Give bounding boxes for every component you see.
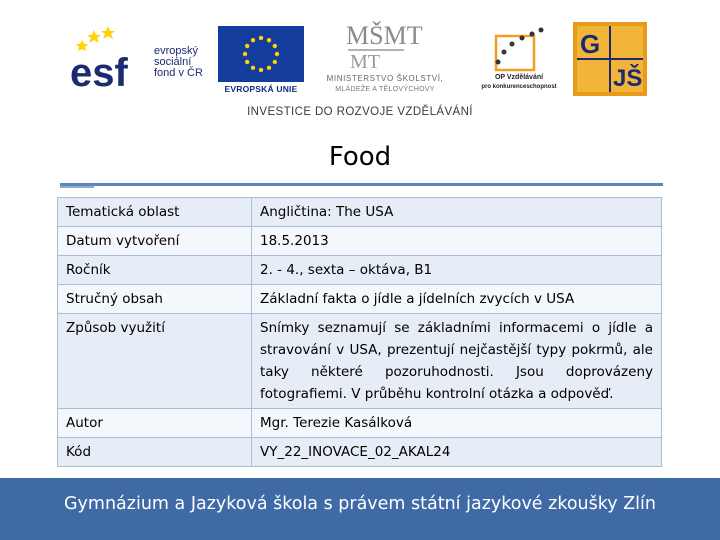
page-title: Food: [328, 142, 392, 172]
msmt-title: MINISTERSTVO ŠKOLSTVÍ,: [326, 74, 444, 83]
op-mark-icon: [486, 22, 546, 74]
esf-stars-icon: [76, 26, 115, 51]
table-value: 2. - 4., sexta – oktáva, B1: [252, 256, 662, 285]
svg-text:esf: esf: [70, 51, 128, 95]
table-row: [58, 409, 662, 438]
op-logo: [476, 22, 562, 98]
esf-line-1: evropský: [154, 45, 199, 57]
table-key: Stručný obsah: [58, 285, 252, 314]
investice-banner: INVESTICE DO ROZVOJE VZDĚLÁVÁNÍ: [247, 106, 473, 118]
table-value: Základní fakta o jídle a jídelních zvycích v USA: [252, 285, 662, 314]
footer-text: Gymnázium a Jazyková škola s právem státní jazykové zkoušky Zlín: [64, 494, 656, 514]
msmt-mark-icon: [344, 20, 423, 73]
table-value: Mgr. Terezie Kasálková: [252, 409, 662, 438]
title-divider: [60, 183, 663, 186]
table-row: [58, 285, 662, 314]
svg-text:G: G: [580, 29, 601, 59]
table-row: [58, 256, 662, 285]
table-value: 18.5.2013: [252, 227, 662, 256]
table-value: Angličtina: The USA: [252, 198, 662, 227]
table-key: Tematická oblast: [58, 198, 252, 227]
eu-label: EVROPSKÁ UNIE: [224, 84, 298, 94]
esf-text: [154, 46, 203, 79]
eu-logo: [218, 26, 304, 96]
table-value: Snímky seznamují se základními informacemi o jídle a stravování v USA, prezentují nejčastější typy pokrmů, ale taky některé pozoruhodnosti. Jsou doprovázeny fotografiemi. V průběhu kontrolní otázka a odpověď.: [252, 314, 662, 409]
svg-text:MT: MT: [350, 51, 380, 73]
op-subtitle: pro konkurenceschopnost: [481, 84, 557, 90]
table-key: Ročník: [58, 256, 252, 285]
table-row: [58, 438, 662, 467]
table-row: [58, 314, 662, 409]
op-title: OP Vzdělávání: [494, 74, 544, 81]
table-row: [58, 227, 662, 256]
gjs-mark-icon: [573, 22, 647, 96]
gjs-logo: [573, 22, 647, 96]
esf-mark-icon: [68, 22, 148, 94]
esf-line-2: sociální: [154, 56, 192, 68]
msmt-logo: [310, 20, 460, 100]
title-divider-accent: [60, 186, 94, 188]
msmt-mark-text: MŠMT: [346, 21, 423, 50]
eu-flag-icon: [218, 26, 304, 82]
table-key: Autor: [58, 409, 252, 438]
info-table: [57, 197, 662, 467]
msmt-subtitle: MLÁDEŽE A TĚLOVÝCHOVY: [335, 86, 435, 93]
eu-stars-icon: [218, 26, 304, 82]
table-key: Datum vytvoření: [58, 227, 252, 256]
footer-bar: [0, 478, 720, 540]
esf-logo: [68, 22, 208, 94]
table-key: Kód: [58, 438, 252, 467]
table-key: Způsob využití: [58, 314, 252, 409]
esf-line-3: fond v ČR: [154, 67, 203, 79]
svg-text:JŠ: JŠ: [613, 65, 643, 92]
table-row: [58, 198, 662, 227]
table-value: VY_22_INOVACE_02_AKAL24: [252, 438, 662, 467]
